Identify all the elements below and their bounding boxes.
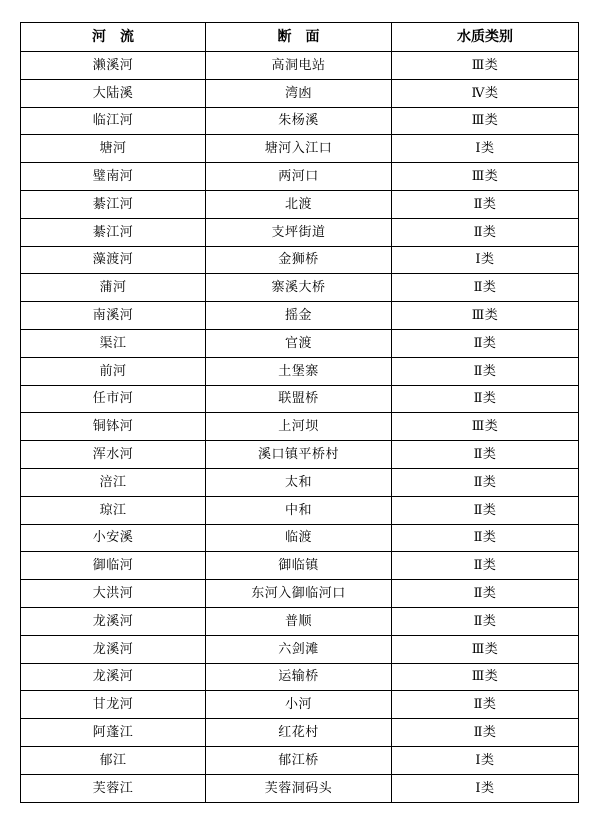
table-row — [21, 274, 579, 302]
quality-cell: Ⅱ类 — [392, 580, 579, 608]
section-cell: 太和 — [206, 468, 392, 496]
table-row — [21, 468, 579, 496]
river-cell: 龙溪河 — [21, 663, 206, 691]
section-cell: 六剑滩 — [206, 635, 392, 663]
quality-cell: Ⅰ类 — [392, 774, 579, 802]
river-cell: 御临河 — [21, 552, 206, 580]
section-cell: 塘河入江口 — [206, 135, 392, 163]
quality-cell: Ⅲ类 — [392, 302, 579, 330]
section-cell: 郁江桥 — [206, 746, 392, 774]
river-cell: 璧南河 — [21, 163, 206, 191]
header-river: 河 流 — [21, 23, 206, 52]
table-row — [21, 496, 579, 524]
river-cell: 大洪河 — [21, 580, 206, 608]
table-row — [21, 524, 579, 552]
quality-cell: Ⅱ类 — [392, 468, 579, 496]
river-cell: 郁江 — [21, 746, 206, 774]
table-row — [21, 357, 579, 385]
table-row — [21, 190, 579, 218]
quality-cell: Ⅱ类 — [392, 607, 579, 635]
table-row — [21, 719, 579, 747]
section-cell: 中和 — [206, 496, 392, 524]
section-cell: 高洞电站 — [206, 52, 392, 80]
table-row — [21, 302, 579, 330]
section-cell: 东河入御临河口 — [206, 580, 392, 608]
section-cell: 土堡寨 — [206, 357, 392, 385]
section-cell: 上河坝 — [206, 413, 392, 441]
river-cell: 南溪河 — [21, 302, 206, 330]
quality-cell: Ⅰ类 — [392, 746, 579, 774]
river-cell: 龙溪河 — [21, 635, 206, 663]
quality-cell: Ⅲ类 — [392, 635, 579, 663]
quality-cell: Ⅲ类 — [392, 52, 579, 80]
section-cell: 联盟桥 — [206, 385, 392, 413]
section-cell: 溪口镇平桥村 — [206, 441, 392, 469]
river-cell: 綦江河 — [21, 218, 206, 246]
header-quality: 水质类别 — [392, 23, 579, 52]
table-row — [21, 246, 579, 274]
table-row — [21, 329, 579, 357]
quality-cell: Ⅱ类 — [392, 385, 579, 413]
table-row — [21, 663, 579, 691]
river-cell: 大陆溪 — [21, 79, 206, 107]
river-cell: 濑溪河 — [21, 52, 206, 80]
section-cell: 芙蓉洞码头 — [206, 774, 392, 802]
quality-cell: Ⅱ类 — [392, 496, 579, 524]
section-cell: 临渡 — [206, 524, 392, 552]
river-cell: 小安溪 — [21, 524, 206, 552]
river-cell: 琼江 — [21, 496, 206, 524]
quality-cell: Ⅳ类 — [392, 79, 579, 107]
table-body — [21, 52, 579, 803]
river-cell: 临江河 — [21, 107, 206, 135]
quality-cell: Ⅲ类 — [392, 663, 579, 691]
river-cell: 龙溪河 — [21, 607, 206, 635]
table-row — [21, 635, 579, 663]
river-cell: 阿蓬江 — [21, 719, 206, 747]
section-cell: 朱杨溪 — [206, 107, 392, 135]
quality-cell: Ⅱ类 — [392, 441, 579, 469]
table-row — [21, 135, 579, 163]
table-row — [21, 107, 579, 135]
quality-cell: Ⅲ类 — [392, 163, 579, 191]
quality-cell: Ⅲ类 — [392, 107, 579, 135]
quality-cell: Ⅱ类 — [392, 524, 579, 552]
quality-cell: Ⅱ类 — [392, 329, 579, 357]
river-cell: 蒲河 — [21, 274, 206, 302]
header-section: 断 面 — [206, 23, 392, 52]
table-row — [21, 774, 579, 802]
section-cell: 支坪街道 — [206, 218, 392, 246]
section-cell: 红花村 — [206, 719, 392, 747]
river-cell: 芙蓉江 — [21, 774, 206, 802]
quality-cell: Ⅰ类 — [392, 246, 579, 274]
river-cell: 浑水河 — [21, 441, 206, 469]
table-row — [21, 413, 579, 441]
header-row — [21, 23, 579, 52]
water-quality-table — [20, 22, 579, 803]
section-cell: 普顺 — [206, 607, 392, 635]
section-cell: 北渡 — [206, 190, 392, 218]
section-cell: 寨溪大桥 — [206, 274, 392, 302]
table-row — [21, 746, 579, 774]
table-row — [21, 163, 579, 191]
section-cell: 小河 — [206, 691, 392, 719]
quality-cell: Ⅲ类 — [392, 413, 579, 441]
table-row — [21, 552, 579, 580]
section-cell: 御临镇 — [206, 552, 392, 580]
section-cell: 两河口 — [206, 163, 392, 191]
quality-cell: Ⅱ类 — [392, 218, 579, 246]
river-cell: 铜钵河 — [21, 413, 206, 441]
table-row — [21, 79, 579, 107]
quality-cell: Ⅱ类 — [392, 719, 579, 747]
river-cell: 藻渡河 — [21, 246, 206, 274]
quality-cell: Ⅱ类 — [392, 190, 579, 218]
table-row — [21, 385, 579, 413]
river-cell: 塘河 — [21, 135, 206, 163]
table-row — [21, 441, 579, 469]
table-row — [21, 52, 579, 80]
quality-cell: Ⅱ类 — [392, 357, 579, 385]
table-row — [21, 580, 579, 608]
table-row — [21, 218, 579, 246]
quality-cell: Ⅱ类 — [392, 274, 579, 302]
quality-cell: Ⅰ类 — [392, 135, 579, 163]
section-cell: 官渡 — [206, 329, 392, 357]
river-cell: 涪江 — [21, 468, 206, 496]
river-cell: 甘龙河 — [21, 691, 206, 719]
quality-cell: Ⅱ类 — [392, 552, 579, 580]
section-cell: 金狮桥 — [206, 246, 392, 274]
table-row — [21, 607, 579, 635]
quality-cell: Ⅱ类 — [392, 691, 579, 719]
section-cell: 湾凼 — [206, 79, 392, 107]
river-cell: 綦江河 — [21, 190, 206, 218]
river-cell: 前河 — [21, 357, 206, 385]
river-cell: 任市河 — [21, 385, 206, 413]
river-cell: 渠江 — [21, 329, 206, 357]
section-cell: 摇金 — [206, 302, 392, 330]
section-cell: 运输桥 — [206, 663, 392, 691]
table-row — [21, 691, 579, 719]
